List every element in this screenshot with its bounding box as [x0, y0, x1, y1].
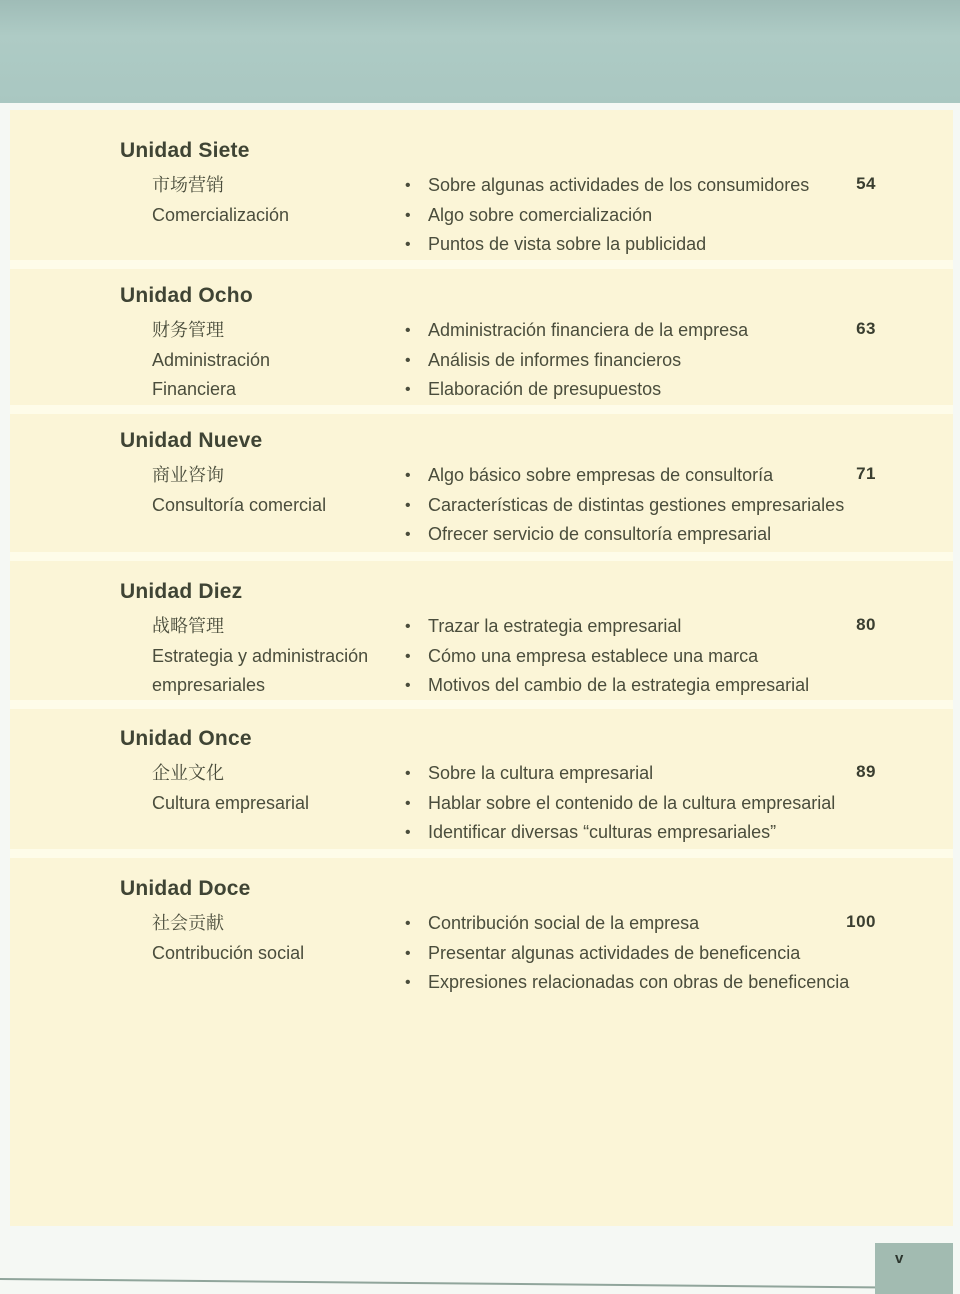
topic-text: Ofrecer servicio de consultoría empresarial	[428, 524, 772, 544]
topic-item	[403, 201, 878, 231]
unit-left-column	[152, 909, 403, 998]
unit-page-number: 63	[856, 319, 876, 338]
bullet-icon: •	[405, 177, 411, 194]
topic-item	[403, 818, 878, 848]
unit-page-number: 71	[856, 464, 876, 483]
unit-body	[120, 171, 878, 260]
unit-page-number: 54	[856, 174, 876, 193]
unit-left-column	[152, 171, 403, 260]
unit-topics	[403, 909, 878, 998]
unit-title: Unidad Once	[120, 727, 252, 750]
topic-item	[403, 789, 878, 819]
topic-text: Trazar la estrategia empresarial	[428, 616, 682, 636]
topic-text: Sobre algunas actividades de los consumidores	[428, 175, 810, 195]
bullet-icon: •	[405, 381, 411, 398]
unit-left-column	[152, 461, 403, 550]
unit-page-number: 80	[856, 615, 876, 634]
topic-text: Hablar sobre el contenido de la cultura empresarial	[428, 792, 836, 813]
bullet-icon: •	[405, 677, 411, 694]
topic-text: Análisis de informes financieros	[428, 349, 682, 370]
unit-left-column	[152, 316, 403, 405]
topic-text: Algo sobre comercialización	[428, 204, 653, 225]
bullet-icon: •	[405, 526, 411, 543]
unit-subtitle-line: Financiera	[152, 379, 237, 399]
bullet-icon: •	[405, 824, 411, 841]
topic-text: Expresiones relacionadas con obras de beneficencia	[428, 972, 850, 992]
unit-body	[120, 316, 878, 405]
scan-edge-line	[0, 1278, 886, 1289]
bullet-icon: •	[405, 496, 411, 514]
topic-item	[403, 759, 878, 789]
bullet-icon: •	[405, 467, 411, 484]
unit-topics	[403, 612, 878, 701]
unit-title: Unidad Diez	[120, 580, 243, 603]
section-divider	[10, 849, 953, 858]
topic-item	[403, 642, 878, 672]
unit-topics	[403, 461, 878, 550]
bullet-icon: •	[405, 236, 411, 253]
topic-item	[403, 461, 878, 491]
unit-topics	[403, 759, 878, 848]
unit-title: Unidad Nueve	[120, 429, 263, 452]
table-of-contents-page	[10, 110, 953, 1226]
topic-text: Características de distintas gestiones empresariales	[428, 494, 845, 515]
unit-left-column	[152, 612, 403, 701]
unit-title: Unidad Siete	[120, 139, 250, 162]
toc-unit	[120, 579, 878, 701]
bullet-icon: •	[405, 794, 411, 812]
topic-text: Administración financiera de la empresa	[428, 320, 749, 340]
bullet-icon: •	[405, 765, 411, 782]
bullet-icon: •	[405, 618, 411, 635]
topic-item	[403, 968, 878, 998]
bullet-icon: •	[405, 974, 411, 991]
topic-item	[403, 612, 878, 642]
bullet-icon: •	[405, 915, 411, 932]
unit-subtitle-line: Estrategia y administración	[152, 645, 369, 666]
unit-subtitle-line: Comercialización	[152, 204, 290, 225]
topic-text: Cómo una empresa establece una marca	[428, 645, 759, 666]
bullet-icon: •	[405, 206, 411, 224]
unit-title-chinese: 市场营销	[152, 175, 224, 195]
unit-body	[120, 909, 878, 998]
topic-text: Motivos del cambio de la estrategia empresarial	[428, 675, 810, 695]
unit-topics	[403, 316, 878, 405]
unit-subtitle-line: Administración	[152, 349, 271, 370]
bullet-icon: •	[405, 351, 411, 369]
topic-item	[403, 346, 878, 376]
unit-title-chinese: 企业文化	[152, 763, 224, 783]
topic-item	[403, 375, 878, 405]
topic-text: Puntos de vista sobre la publicidad	[428, 234, 707, 254]
topic-item	[403, 520, 878, 550]
topic-item	[403, 171, 878, 201]
toc-unit	[120, 138, 878, 260]
unit-title-chinese: 社会贡献	[152, 913, 224, 933]
topic-item	[403, 316, 878, 346]
section-divider	[10, 405, 953, 414]
toc-unit	[120, 876, 878, 998]
bullet-icon: •	[405, 322, 411, 339]
top-decoration-band	[0, 0, 960, 103]
unit-subtitle-line: Consultoría comercial	[152, 494, 327, 515]
unit-title-chinese: 财务管理	[152, 320, 224, 340]
topic-text: Presentar algunas actividades de beneficencia	[428, 942, 801, 963]
unit-body	[120, 461, 878, 550]
topic-item	[403, 939, 878, 969]
unit-title: Unidad Doce	[120, 877, 251, 900]
toc-unit	[120, 428, 878, 550]
unit-title-chinese: 战略管理	[152, 616, 224, 636]
unit-subtitle-line: empresariales	[152, 675, 266, 695]
page-number-box	[875, 1243, 953, 1294]
topic-text: Algo básico sobre empresas de consultoría	[428, 465, 774, 485]
toc-unit	[120, 283, 878, 405]
unit-title-chinese: 商业咨询	[152, 465, 224, 485]
page-number: v	[895, 1250, 904, 1267]
unit-left-column	[152, 759, 403, 848]
section-divider	[10, 260, 953, 269]
unit-body	[120, 612, 878, 701]
topic-text: Contribución social de la empresa	[428, 913, 700, 933]
unit-page-number: 100	[846, 912, 876, 931]
unit-page-number: 89	[856, 762, 876, 781]
bullet-icon: •	[405, 944, 411, 962]
bullet-icon: •	[405, 647, 411, 665]
unit-topics	[403, 171, 878, 260]
unit-subtitle-line: Cultura empresarial	[152, 792, 310, 813]
topic-text: Sobre la cultura empresarial	[428, 763, 654, 783]
section-divider	[10, 552, 953, 561]
topic-item	[403, 230, 878, 260]
topic-item	[403, 671, 878, 701]
toc-unit	[120, 726, 878, 848]
topic-item	[403, 491, 878, 521]
section-divider	[10, 700, 953, 709]
unit-body	[120, 759, 878, 848]
topic-text: Elaboración de presupuestos	[428, 379, 662, 399]
topic-text: Identificar diversas “culturas empresariales”	[428, 822, 777, 842]
unit-subtitle-line: Contribución social	[152, 942, 305, 963]
topic-item	[403, 909, 878, 939]
unit-title: Unidad Ocho	[120, 284, 253, 307]
